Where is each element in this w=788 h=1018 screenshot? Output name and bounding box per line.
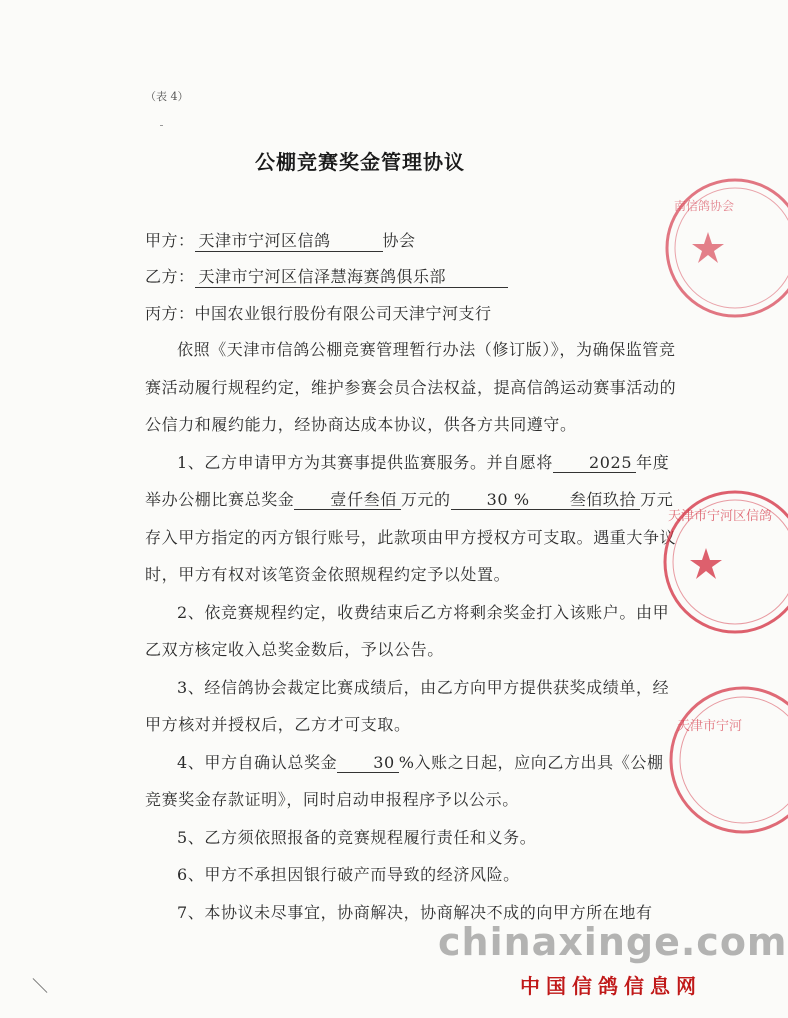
clause-1-text-c: 万元的: [400, 490, 451, 509]
document-title: 公棚竞赛奖金管理协议: [255, 150, 465, 174]
party-c-label: 丙方：: [145, 304, 195, 323]
party-a-name: 天津市宁河区信鸽: [195, 231, 383, 252]
clause-4-text-a: 4、甲方自确认总奖金: [177, 752, 338, 772]
seal-stamp-3-text: 天津市宁河: [677, 719, 743, 734]
party-b: [145, 264, 508, 288]
total-amount-field: 壹仟叁佰: [294, 491, 400, 510]
party-c: [145, 301, 492, 324]
deposit-amount-field: 叁佰玖拾: [534, 491, 640, 510]
watermark-name: 中国信鸽信息网: [520, 974, 702, 998]
clause-4: [145, 744, 680, 819]
clause-1-text-a: 1、乙方申请甲方为其赛事提供监赛服务。并自愿将: [177, 452, 553, 472]
party-a: [145, 228, 416, 252]
clause-1: [145, 444, 680, 594]
clause-3: 3、经信鸽协会裁定比赛成绩后，由乙方向甲方提供获奖成绩单，经甲方核对并授权后，乙方才可支取。: [145, 677, 670, 734]
clause-1-text-d: 万元存入甲方指定的丙方银行账号，此款项由甲方授权方可支取。遇重大争议时，甲方有权对该笔资金依照规程约定予以处置。: [145, 490, 677, 584]
clause-2: 2、依竞赛规程约定，收费结束后乙方将剩余奖金打入该账户。由甲乙双方核定收入总奖金数后，予以公告。: [145, 602, 670, 659]
watermark-site: chinaxinge.com: [438, 920, 788, 964]
intro-paragraph: 依照《天津市信鸽公棚竞赛管理暂行办法（修订版）》，为确保监管竞赛活动履行规程约定，维护参赛会员合法权益，提高信鸽运动赛事活动的公信力和履约能力，经协商达成本协议，供各方共同遵守。: [145, 340, 677, 434]
agreement-body: [145, 331, 680, 931]
clause-7: 7、本协议未尽事宜，协商解决，协商解决不成的向甲方所在地有: [177, 902, 653, 922]
seal-stamp-1-text: 南信鸽协会: [674, 199, 735, 213]
seal-stamp-2: [640, 490, 773, 635]
scan-mark-bottom: [33, 978, 48, 993]
form-number: （表 4）: [145, 90, 189, 103]
percent-field: 30 %: [451, 491, 534, 510]
clause-1-text-b: 年度举办公棚比赛总奖金: [145, 452, 670, 509]
seal-stamp-3: [665, 670, 743, 850]
scan-mark: [160, 125, 163, 126]
clause-4-text-b: %入账之日起，应向乙方出具《公棚竞赛奖金存款证明》，同时启动申报程序予以公示。: [145, 752, 664, 809]
party-c-name: 中国农业银行股份有限公司天津宁河支行: [194, 304, 492, 323]
clause-4-percent-field: 30: [337, 754, 399, 773]
year-field: 2025: [553, 454, 636, 473]
seal-stamp-2-text: 天津市宁河区信鸽: [668, 509, 773, 524]
seal-stamp-1: [660, 170, 735, 330]
clause-6: 6、甲方不承担因银行破产而导致的经济风险。: [177, 865, 520, 884]
party-a-label: 甲方：: [145, 231, 195, 250]
clause-5: 5、乙方须依照报备的竞赛规程履行责任和义务。: [177, 827, 537, 847]
party-b-label: 乙方：: [145, 267, 195, 286]
party-b-name: 天津市宁河区信泽慧海赛鸽俱乐部: [195, 267, 508, 288]
party-a-suffix: 协会: [382, 231, 416, 250]
